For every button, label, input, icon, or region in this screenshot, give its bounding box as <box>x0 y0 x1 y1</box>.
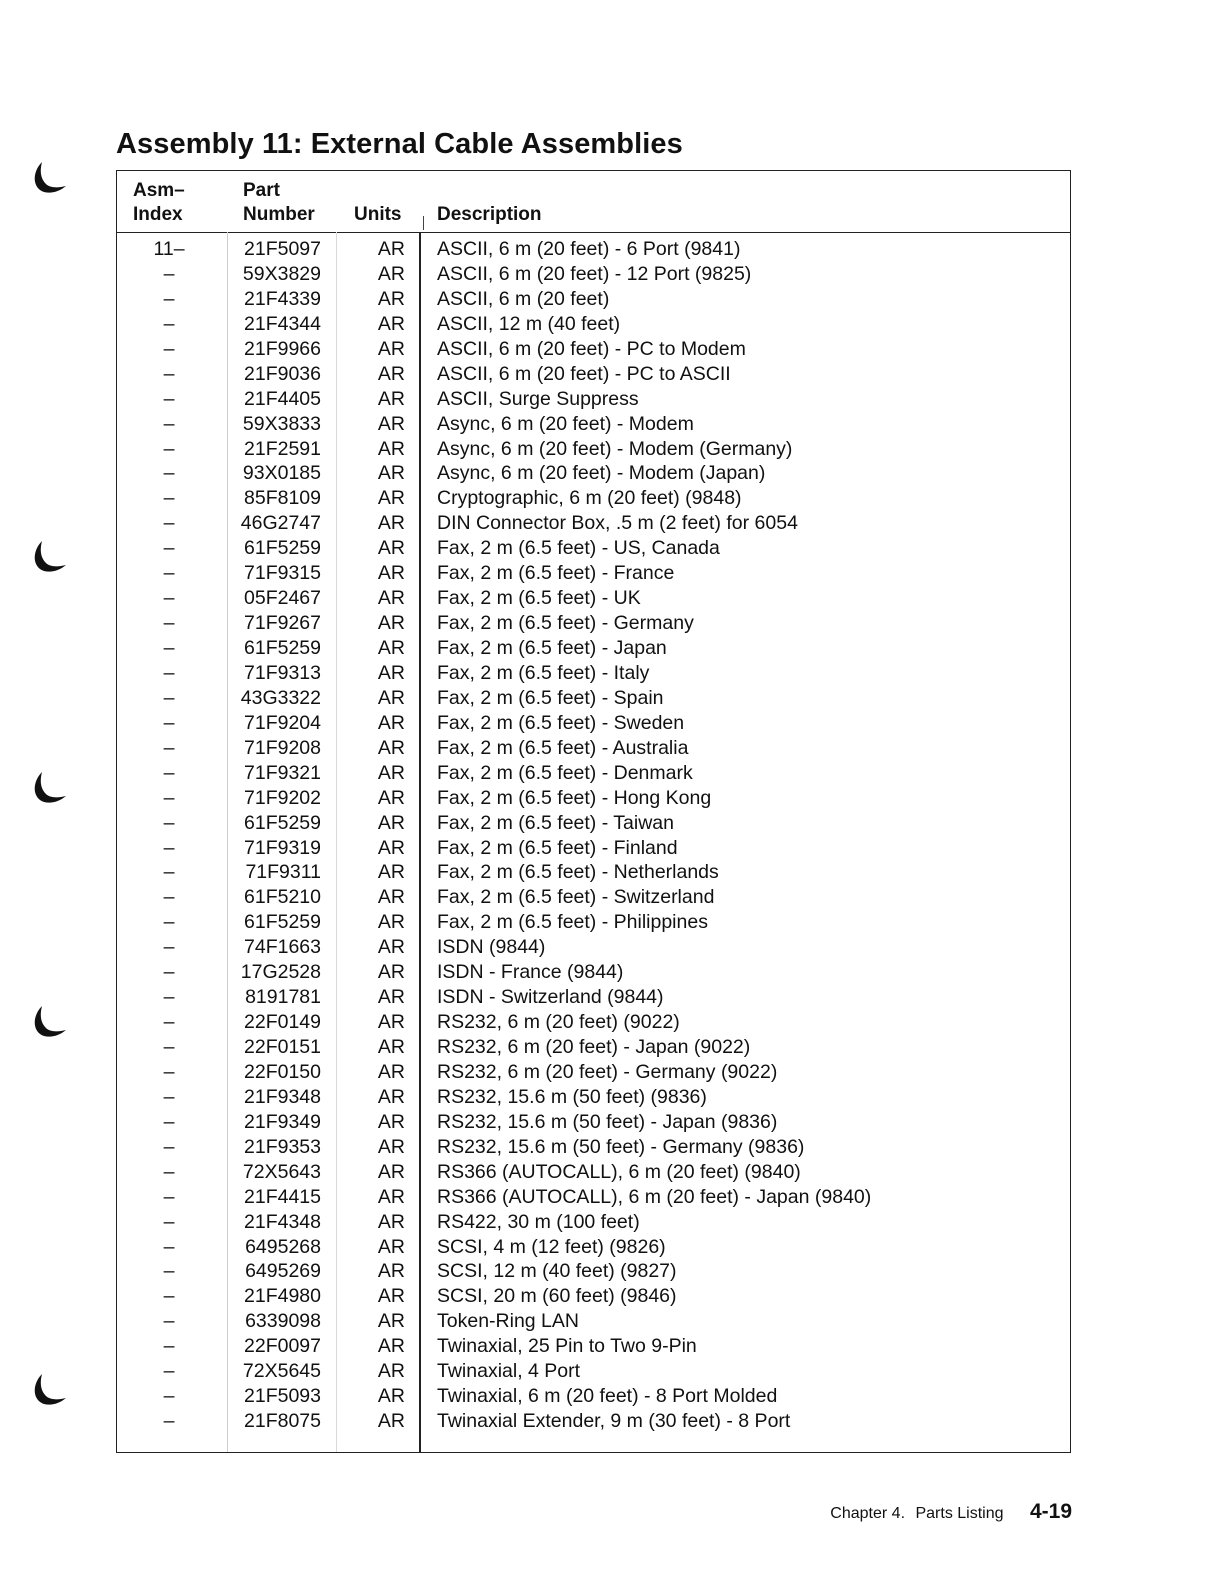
row-part-number: 71F9311 <box>245 861 321 884</box>
row-description: RS232, 6 m (20 feet) - Japan (9022) <box>437 1036 751 1058</box>
row-part-number: 59X3833 <box>242 412 321 435</box>
row-part-number: 21F4344 <box>244 312 321 335</box>
row-units: AR <box>377 736 405 759</box>
row-part-number: 22F0149 <box>244 1011 321 1034</box>
header-part-line2: Number <box>243 204 315 225</box>
row-units: AR <box>377 1310 405 1333</box>
header-index-line2: Index <box>133 204 183 225</box>
row-description: RS232, 15.6 m (50 feet) (9836) <box>437 1085 707 1108</box>
row-units: AR <box>377 1060 405 1083</box>
row-part-number: 21F9036 <box>244 362 321 385</box>
table-row <box>117 736 1070 761</box>
binder-ring-mark-icon <box>30 537 70 577</box>
row-units: AR <box>377 711 405 734</box>
row-asm-index: – <box>163 1036 175 1058</box>
row-part-number: 22F0150 <box>244 1060 321 1083</box>
row-description: Fax, 2 m (6.5 feet) - Italy <box>437 661 650 684</box>
row-units: AR <box>377 287 405 310</box>
row-units: AR <box>377 1235 405 1258</box>
row-units: AR <box>377 437 405 460</box>
row-units: AR <box>377 1410 405 1433</box>
row-description: Cryptographic, 6 m (20 feet) (9848) <box>437 487 742 510</box>
table-row <box>117 960 1070 985</box>
table-row <box>117 661 1070 686</box>
row-units: AR <box>377 387 405 410</box>
row-asm-index: – <box>163 936 175 959</box>
table-row <box>117 1359 1070 1384</box>
row-description: Fax, 2 m (6.5 feet) - Australia <box>437 736 689 759</box>
row-units: AR <box>377 786 405 809</box>
table-row <box>117 461 1070 486</box>
row-part-number: 72X5645 <box>242 1360 321 1383</box>
row-description: Fax, 2 m (6.5 feet) - Switzerland <box>437 886 715 909</box>
table-body <box>117 237 1070 1434</box>
row-units: AR <box>377 262 405 285</box>
row-description: Twinaxial, 25 Pin to Two 9-Pin <box>437 1335 697 1358</box>
binder-ring-mark-icon <box>30 768 70 808</box>
row-asm-index: – <box>163 1360 175 1383</box>
row-description: Twinaxial Extender, 9 m (30 feet) - 8 Port <box>437 1410 791 1433</box>
row-description: RS232, 15.6 m (50 feet) - Germany (9836) <box>437 1135 805 1158</box>
row-description: Fax, 2 m (6.5 feet) - Germany <box>437 612 694 635</box>
row-description: Twinaxial, 4 Port <box>437 1360 581 1383</box>
row-description: ISDN (9844) <box>437 936 546 959</box>
row-units: AR <box>377 1385 405 1408</box>
row-units: AR <box>377 337 405 360</box>
row-asm-index: – <box>163 1235 175 1258</box>
footer-section: Parts Listing <box>915 1505 1004 1522</box>
table-row <box>117 860 1070 885</box>
row-units: AR <box>377 936 405 959</box>
row-part-number: 61F5259 <box>244 911 321 934</box>
row-part-number: 6495269 <box>245 1260 321 1283</box>
row-asm-index: – <box>163 1085 175 1108</box>
row-asm-index: – <box>163 1011 175 1034</box>
row-units: AR <box>377 1135 405 1158</box>
row-part-number: 05F2467 <box>244 587 321 610</box>
row-part-number: 71F9208 <box>244 736 321 759</box>
row-asm-index: – <box>163 362 175 385</box>
row-asm-index: – <box>163 811 175 834</box>
table-row <box>117 1334 1070 1359</box>
table-row <box>117 586 1070 611</box>
row-description: SCSI, 20 m (60 feet) (9846) <box>437 1285 677 1308</box>
row-part-number: 21F4339 <box>244 287 321 310</box>
row-units: AR <box>377 512 405 535</box>
table-row <box>117 1110 1070 1135</box>
row-asm-index: – <box>163 1060 175 1083</box>
row-asm-index: – <box>163 562 175 585</box>
table-header <box>117 171 1070 233</box>
row-description: Fax, 2 m (6.5 feet) - Denmark <box>437 761 693 784</box>
row-asm-index: – <box>163 462 175 485</box>
row-asm-index: – <box>163 437 175 460</box>
row-description: Async, 6 m (20 feet) - Modem (Japan) <box>437 462 766 485</box>
row-units: AR <box>377 312 405 335</box>
row-units: AR <box>377 761 405 784</box>
table-row <box>117 811 1070 836</box>
row-asm-index: – <box>163 886 175 909</box>
row-description: Fax, 2 m (6.5 feet) - US, Canada <box>437 537 720 560</box>
row-units: AR <box>377 836 405 859</box>
table-row <box>117 636 1070 661</box>
row-asm-index: – <box>163 911 175 934</box>
row-part-number: 21F4980 <box>244 1285 321 1308</box>
table-row <box>117 761 1070 786</box>
row-part-number: 6339098 <box>245 1310 321 1333</box>
row-units: AR <box>377 612 405 635</box>
row-description: RS232, 6 m (20 feet) - Germany (9022) <box>437 1060 778 1083</box>
table-row <box>117 262 1070 287</box>
table-row <box>117 786 1070 811</box>
row-asm-index: – <box>163 312 175 335</box>
row-units: AR <box>377 811 405 834</box>
row-description: RS366 (AUTOCALL), 6 m (20 feet) (9840) <box>437 1160 801 1183</box>
row-units: AR <box>377 1335 405 1358</box>
row-units: AR <box>377 412 405 435</box>
row-asm-index: – <box>163 1410 175 1433</box>
footer-chapter: Chapter 4. <box>830 1505 906 1522</box>
row-units: AR <box>377 1210 405 1233</box>
row-asm-index: – <box>163 1160 175 1183</box>
header-divider-tick <box>423 216 424 230</box>
row-part-number: 21F8075 <box>244 1410 321 1433</box>
table-row <box>117 686 1070 711</box>
row-asm-index: – <box>163 537 175 560</box>
header-units: Units <box>354 204 402 225</box>
binder-ring-mark-icon <box>30 1002 70 1042</box>
row-units: AR <box>377 886 405 909</box>
row-description: Fax, 2 m (6.5 feet) - Spain <box>437 686 664 709</box>
table-row <box>117 387 1070 412</box>
row-part-number: 21F2591 <box>244 437 321 460</box>
footer-page-number: 4-19 <box>1029 1500 1072 1523</box>
row-description: Fax, 2 m (6.5 feet) - UK <box>437 587 641 610</box>
table-row <box>117 1010 1070 1035</box>
row-part-number: 61F5210 <box>244 886 321 909</box>
row-description: Fax, 2 m (6.5 feet) - Philippines <box>437 911 708 934</box>
table-row <box>117 1135 1070 1160</box>
row-part-number: 46G2747 <box>240 512 321 535</box>
row-asm-index: 11– <box>153 238 185 260</box>
row-units: AR <box>377 462 405 485</box>
row-description: ASCII, Surge Suppress <box>437 387 639 410</box>
row-part-number: 71F9267 <box>244 612 321 635</box>
row-description: RS232, 15.6 m (50 feet) - Japan (9836) <box>437 1110 778 1133</box>
row-units: AR <box>377 1011 405 1034</box>
row-description: RS366 (AUTOCALL), 6 m (20 feet) - Japan (9840) <box>437 1185 872 1208</box>
row-part-number: 21F9348 <box>244 1085 321 1108</box>
row-description: DIN Connector Box, .5 m (2 feet) for 6054 <box>437 512 798 535</box>
table-row <box>117 1035 1070 1060</box>
header-part-number <box>243 179 315 227</box>
table-row <box>117 885 1070 910</box>
row-asm-index: – <box>163 387 175 410</box>
row-units: AR <box>377 1160 405 1183</box>
row-asm-index: – <box>163 1210 175 1233</box>
row-asm-index: – <box>163 1335 175 1358</box>
row-asm-index: – <box>163 337 175 360</box>
row-description: ASCII, 6 m (20 feet) - 6 Port (9841) <box>437 238 741 260</box>
row-asm-index: – <box>163 637 175 659</box>
row-units: AR <box>377 362 405 385</box>
row-asm-index: – <box>163 661 175 684</box>
row-part-number: 21F5093 <box>244 1385 321 1408</box>
table-row <box>117 1085 1070 1110</box>
row-units: AR <box>377 537 405 560</box>
table-row <box>117 312 1070 337</box>
row-part-number: 43G3322 <box>240 686 321 709</box>
table-row <box>117 412 1070 437</box>
row-asm-index: – <box>163 1135 175 1158</box>
row-units: AR <box>377 637 405 659</box>
row-part-number: 61F5259 <box>244 637 321 659</box>
row-description: ASCII, 12 m (40 feet) <box>437 312 621 335</box>
row-units: AR <box>377 487 405 510</box>
header-part-line1: Part <box>243 180 280 201</box>
table-row <box>117 711 1070 736</box>
row-description: ISDN - France (9844) <box>437 961 624 984</box>
table-row <box>117 486 1070 511</box>
row-units: AR <box>377 1285 405 1308</box>
row-part-number: 71F9204 <box>244 711 321 734</box>
row-part-number: 21F4405 <box>244 387 321 410</box>
row-asm-index: – <box>163 262 175 285</box>
row-asm-index: – <box>163 512 175 535</box>
row-asm-index: – <box>163 612 175 635</box>
row-units: AR <box>377 562 405 585</box>
row-asm-index: – <box>163 1185 175 1208</box>
table-row <box>117 935 1070 960</box>
row-part-number: 61F5259 <box>244 811 321 834</box>
row-description: Async, 6 m (20 feet) - Modem (Germany) <box>437 437 793 460</box>
row-part-number: 61F5259 <box>244 537 321 560</box>
row-units: AR <box>377 961 405 984</box>
parts-table <box>116 170 1071 1453</box>
row-asm-index: – <box>163 412 175 435</box>
table-row <box>117 536 1070 561</box>
row-units: AR <box>377 911 405 934</box>
row-asm-index: – <box>163 961 175 984</box>
table-row <box>117 1284 1070 1309</box>
row-description: Fax, 2 m (6.5 feet) - Sweden <box>437 711 685 734</box>
row-part-number: 74F1663 <box>244 936 321 959</box>
row-asm-index: – <box>163 287 175 310</box>
row-units: AR <box>377 1360 405 1383</box>
page-footer <box>830 1500 1072 1524</box>
row-description: Fax, 2 m (6.5 feet) - Japan <box>437 637 667 659</box>
row-units: AR <box>377 1260 405 1283</box>
row-description: ASCII, 6 m (20 feet) <box>437 287 610 310</box>
row-description: Async, 6 m (20 feet) - Modem <box>437 412 694 435</box>
row-description: Fax, 2 m (6.5 feet) - Netherlands <box>437 861 719 884</box>
row-part-number: 71F9321 <box>244 761 321 784</box>
row-units: AR <box>377 1110 405 1133</box>
header-index-line1: Asm– <box>133 180 185 201</box>
row-asm-index: – <box>163 861 175 884</box>
row-part-number: 21F9349 <box>244 1110 321 1133</box>
row-asm-index: – <box>163 736 175 759</box>
table-row <box>117 1309 1070 1334</box>
row-asm-index: – <box>163 487 175 510</box>
row-asm-index: – <box>163 1310 175 1333</box>
row-units: AR <box>377 986 405 1009</box>
row-part-number: 21F4415 <box>244 1185 321 1208</box>
row-part-number: 71F9202 <box>244 786 321 809</box>
row-asm-index: – <box>163 786 175 809</box>
row-asm-index: – <box>163 686 175 709</box>
row-description: SCSI, 4 m (12 feet) (9826) <box>437 1235 666 1258</box>
table-row <box>117 1259 1070 1284</box>
row-units: AR <box>377 1085 405 1108</box>
row-units: AR <box>377 587 405 610</box>
header-description: Description <box>437 204 542 225</box>
row-part-number: 6495268 <box>245 1235 321 1258</box>
row-description: ASCII, 6 m (20 feet) - PC to Modem <box>437 337 746 360</box>
row-description: ASCII, 6 m (20 feet) - PC to ASCII <box>437 362 731 385</box>
row-description: ASCII, 6 m (20 feet) - 12 Port (9825) <box>437 262 752 285</box>
row-asm-index: – <box>163 1285 175 1308</box>
row-description: RS232, 6 m (20 feet) (9022) <box>437 1011 680 1034</box>
table-row <box>117 910 1070 935</box>
row-description: Fax, 2 m (6.5 feet) - Taiwan <box>437 811 674 834</box>
row-units: AR <box>377 238 405 260</box>
row-asm-index: – <box>163 587 175 610</box>
row-part-number: 71F9315 <box>244 562 321 585</box>
table-row <box>117 287 1070 312</box>
table-row <box>117 1210 1070 1235</box>
page-title: Assembly 11: External Cable Assemblies <box>116 128 683 160</box>
row-part-number: 8191781 <box>245 986 321 1009</box>
table-row <box>117 1384 1070 1409</box>
row-asm-index: – <box>163 1110 175 1133</box>
row-asm-index: – <box>163 986 175 1009</box>
row-part-number: 85F8109 <box>244 487 321 510</box>
row-description: Fax, 2 m (6.5 feet) - Hong Kong <box>437 786 712 809</box>
row-description: RS422, 30 m (100 feet) <box>437 1210 640 1233</box>
row-units: AR <box>377 686 405 709</box>
table-row <box>117 561 1070 586</box>
table-row <box>117 437 1070 462</box>
table-row <box>117 836 1070 861</box>
row-description: Fax, 2 m (6.5 feet) - France <box>437 562 675 585</box>
table-row <box>117 362 1070 387</box>
table-row <box>117 1060 1070 1085</box>
row-units: AR <box>377 1185 405 1208</box>
table-row <box>117 1235 1070 1260</box>
table-row <box>117 985 1070 1010</box>
row-part-number: 21F9966 <box>244 337 321 360</box>
row-part-number: 59X3829 <box>242 262 321 285</box>
row-part-number: 71F9319 <box>244 836 321 859</box>
row-units: AR <box>377 661 405 684</box>
header-asm-index <box>133 179 185 227</box>
table-row <box>117 1185 1070 1210</box>
row-part-number: 21F9353 <box>244 1135 321 1158</box>
row-part-number: 21F5097 <box>244 238 321 260</box>
row-units: AR <box>377 861 405 884</box>
row-part-number: 93X0185 <box>242 462 321 485</box>
table-row <box>117 1409 1070 1434</box>
row-asm-index: – <box>163 836 175 859</box>
binder-ring-mark-icon <box>30 158 70 198</box>
row-part-number: 71F9313 <box>244 661 321 684</box>
binder-ring-mark-icon <box>30 1370 70 1410</box>
table-row <box>117 511 1070 536</box>
table-row <box>117 237 1070 262</box>
row-description: Twinaxial, 6 m (20 feet) - 8 Port Molded <box>437 1385 778 1408</box>
table-row <box>117 611 1070 636</box>
row-part-number: 22F0151 <box>244 1036 321 1058</box>
row-part-number: 17G2528 <box>240 961 321 984</box>
row-units: AR <box>377 1036 405 1058</box>
table-row <box>117 1160 1070 1185</box>
row-part-number: 21F4348 <box>244 1210 321 1233</box>
row-description: SCSI, 12 m (40 feet) (9827) <box>437 1260 677 1283</box>
row-asm-index: – <box>163 761 175 784</box>
row-part-number: 22F0097 <box>244 1335 321 1358</box>
row-asm-index: – <box>163 1260 175 1283</box>
row-asm-index: – <box>163 711 175 734</box>
row-description: Fax, 2 m (6.5 feet) - Finland <box>437 836 678 859</box>
row-part-number: 72X5643 <box>242 1160 321 1183</box>
row-description: ISDN - Switzerland (9844) <box>437 986 664 1009</box>
row-description: Token-Ring LAN <box>437 1310 579 1333</box>
table-row <box>117 337 1070 362</box>
row-asm-index: – <box>163 1385 175 1408</box>
